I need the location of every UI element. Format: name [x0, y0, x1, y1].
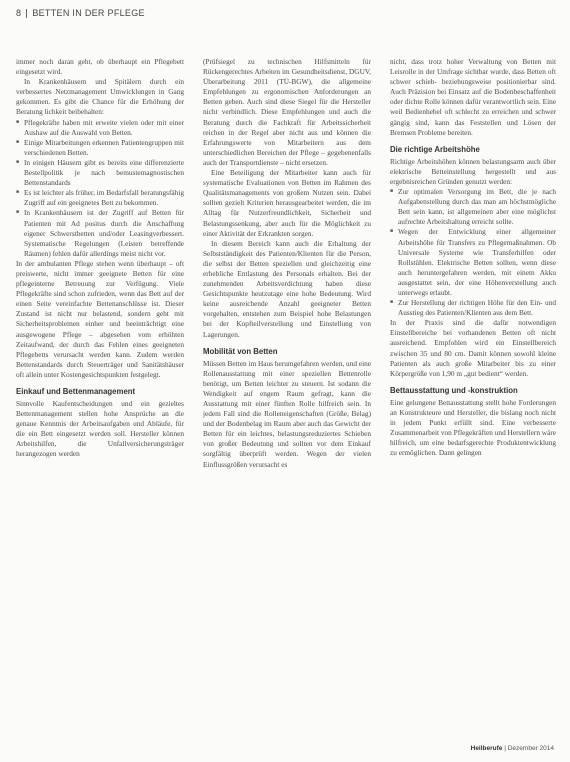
- page-footer: [471, 745, 554, 752]
- text-column-3: [390, 57, 556, 458]
- issue-year: 2014: [539, 745, 554, 752]
- issue-date: Dezember: [507, 745, 538, 752]
- paragraph: Eine Beteiligung der Mitarbeiter kann auch für systematische Evaluationen von Betten im Rahmen des Qualitätsmanagements von großem Nutzen sein. Dabei sollten gezielt Kriterien herausgearbeitet werden, die im Alltag für Nutzerfreundlichkeit, Sicherheit und Belastungssenkung, aber auch für die Möglichkeit zu einer Aktivität der Erkrankten sorgen.: [203, 168, 371, 238]
- paragraph: immer noch daran geht, ob überhaupt ein Pflegebett eingesetzt wird.: [16, 57, 184, 77]
- paragraph: nicht, dass trotz hoher Verwaltung von Betten mit Leisrolle in der Umfrage sichtbar wurde, dass Betten oft schwer schieb- beziehungsweise positionierbar sind. Auch Präzision bei Einsatz auf die Bodenbeschaffenheit oder dichte Rolle können dafür verantwortlich sein. Eine weil Bedienhebel oft schlecht zu erreichen und schwer gängig sind, kann das Feststellen und Lösen der Bremsen Probleme bereiten.: [390, 57, 556, 137]
- bullet-list: [390, 187, 556, 318]
- list-item: ■ Einige Mitarbeitungen erkennen Patientengruppen mit verschiedenen Betten.: [16, 138, 184, 158]
- paragraph: Richtige Arbeitshöhen können belastungsarm auch über elektrische Betteinstellung hergestellt und aus ergebnisreichen Gründen genutzt werden:: [390, 156, 556, 186]
- section-title: BETTEN IN DER PFLEGE: [32, 8, 145, 18]
- subheading-purchase: Einkauf und Bettenmanagement: [16, 387, 136, 396]
- paragraph: In der ambulanten Pflege stehen wenn überhaupt – oft preiswerte, nicht immer geeignete Betten für eine pflegeinterne Betreuung zur Verfügung. Viele Pflegekräfte sind schon zufrieden, wenn das Bett auf der einen Seite vereinfachte Bettenanschlüsse ist. Dieser Zustand ist nicht nur belastend, sondern geht mit Sicherheitsproblemen einher und beeinträchtigt eine ausgewogene Pflege – abgesehen vom erhöhten Zeitaufwand, der durch das Fehlen eines geeigneten Pflegebetts verursacht werden kann. Zudem werden Bettenstandards durch Steuerträger und Sanitätshäuser oft allein unter Kostengesichtspunkten festgelegt.: [16, 258, 184, 379]
- bullet-list: [16, 118, 184, 259]
- list-item: ■ Pflegekräfte haben mit erweite vielen oder mit einer Aushaw auf die Auswahl von Betten.: [16, 118, 184, 138]
- list-item: ■ Zur Herstellung der richtigen Höhe für den Ein- und Ausstieg des Patienten/Klienten aus dem Bett.: [390, 298, 556, 318]
- running-header: [16, 8, 145, 18]
- list-item: ■ In einigen Häusern gibt es bereits eine differenzierte Bestellpolitik je nach bemustemagnostischen Bettenstandards: [16, 158, 184, 188]
- list-item: ■ In Krankenhäusern ist der Zugriff auf Betten für Patienten mit Ad positus durch die Anschaffung eigener Schwerstbetten und/oder Leasingverbessert. Systematische Regelungen (Leisten betreffende Räumen) fehlen dafür allerdings meist nicht vor.: [16, 208, 184, 258]
- paragraph: In Krankenhäusern und Spitälern durch ein verbessertes Netzmanagement Umwicklungen in Gang gekommen. Es gibt die Chance für die Erhöhung der Beratung lichkeit beibehalten:: [16, 77, 184, 117]
- list-item: ■ Es ist leichter als früher, im Bedarfsfall beratungsfähig Zugriff auf ein geeignetes Bett zu bekommen.: [16, 188, 184, 208]
- paragraph: In der Praxis sind die dafür notwendigen Einstellbereiche bei vorhandenen Betten oft nicht ausreichend. Empfohlen wird ein Einstellbereich zwischen 35 und 80 cm. Damit können sowohl kleine Patienten als auch große Mitarbeiter bis zu einer Körpergröße von 1,90 m „gut bedient“ werden.: [390, 318, 556, 378]
- header-divider: [26, 9, 27, 18]
- paragraph: Sinnvolle Kaufentscheidungen und ein gezieltes Bettenmanagement stellen hohe Ansprüche an die genaue Kenntnis der Arbeitsaufgaben und Abläufe, für die ein Bett eingesetzt werden soll. Hersteller können Arbeitshilfen, die Unfallversicherungsträger herangezogen werden: [16, 399, 184, 459]
- footer-separator: |: [504, 745, 508, 752]
- list-item: ■ Wegen der Entwicklung einer allgemeiner Arbeitshöhe für Transfers zu Pflegemaßnahmen. Ob Universale Systeme wie Transferhilfen oder Rollstühlen. Elektrische Betten sollten, wenn diese auch heruntergefahren werden, mit einem Akku ausgestattet sein, der eine Höhenverstellung auch unterwegs erlaubt.: [390, 227, 556, 298]
- list-item: ■ Zur optimalen Versorgung im Bett, die je nach Aufgabenstellung durch das man am höchstmögliche Bett sein kann, ist allgemeinen aber eine möglichst aufrechte Arbeitshaltung erreicht sollte.: [390, 187, 556, 227]
- paragraph: Eine gelungene Bettausstattung stellt hohe Forderungen an Konstrukteure und Hersteller, die bislang noch nicht in jedem Punkt erfüllt sind. Eine verbesserte Zusammenarbeit von Pflegekräften und Herstellern wäre hilfreich, um eine bedarfsgerechte Produktentwicklung zu ermöglichen. Dann gelingen: [390, 397, 556, 458]
- paragraph: (Prüfsiegel zu technischen Hilfsmitteln für Rückengerechtes Arbeiten im Gesundheitsdienst, DGUV, Überarbeitung 2011 (TÜ-BGW), die allgemeine Empfehlungen zu ergonomischen Anforderungen an Betten geben. Auch sind diese Siegel für die Hersteller nicht verbindlich. Diese Empfehlungen und auch die Beratung durch die Fachkraft für Arbeitssicherheit reichen in der Regel aber nicht aus und können die Erfahrungswerte von Mitarbeitern aus dem unterschiedlichen Bereichen der Pflege – gegebenenfalls auch der Transportdienste – nicht ersetzen.: [203, 57, 371, 167]
- subheading-equipment: Bettausstattung und -konstruktion: [390, 385, 518, 395]
- page-number: 8: [16, 8, 22, 18]
- text-column-2: [203, 57, 371, 470]
- subheading-height: Die richtige Arbeitshöhe: [390, 144, 480, 154]
- paragraph: In diesem Bereich kann auch die Erhaltung der Selbstständigkeit des Patienten/Klienten für die Person, die selbst der Betten speziellen und gleichzeitig eine erhebliche Entlastung des Personals erhalten. Bei der zunehmenden Arbeitsverdichtung haben diese Gesichtspunkte heutzutage eine hohe Bedeutung. Wird keine ausreichende Anzahl geeigneter Betten vorgehalten, entstehen zum Beispiel hohe Belastungen bei der Kopfteilverstellung und Einstellung von Lagerungen.: [203, 238, 371, 339]
- text-column-1: [16, 57, 184, 460]
- journal-name: Heilberufe: [470, 745, 503, 752]
- subheading-mobility: Mobilität von Betten: [203, 346, 278, 356]
- paragraph: Müssen Betten im Haus herumgefahren werden, und eine Rollenausstattung mit einer speziellen Bettenrolle benötigt, um Betten leichter zu steuern. Ist sodann die Wendigkeit auf engem Raum gefragt, kann die Ausstattung mit einer fünften Rolle hilfreich sein. In jedem Fall sind die Rolleneigenschaften (Größe, Belag) und der Bodenbelag im Raum aber auch das Gewicht der Betten für ein leichtes, belastungsreduziertes Schieben von großer Bedeutung und sollten vor dem Einkauf sorgfältig überprüft werden. Wegen der vielen Einflussgrößen verursacht es: [203, 358, 371, 469]
